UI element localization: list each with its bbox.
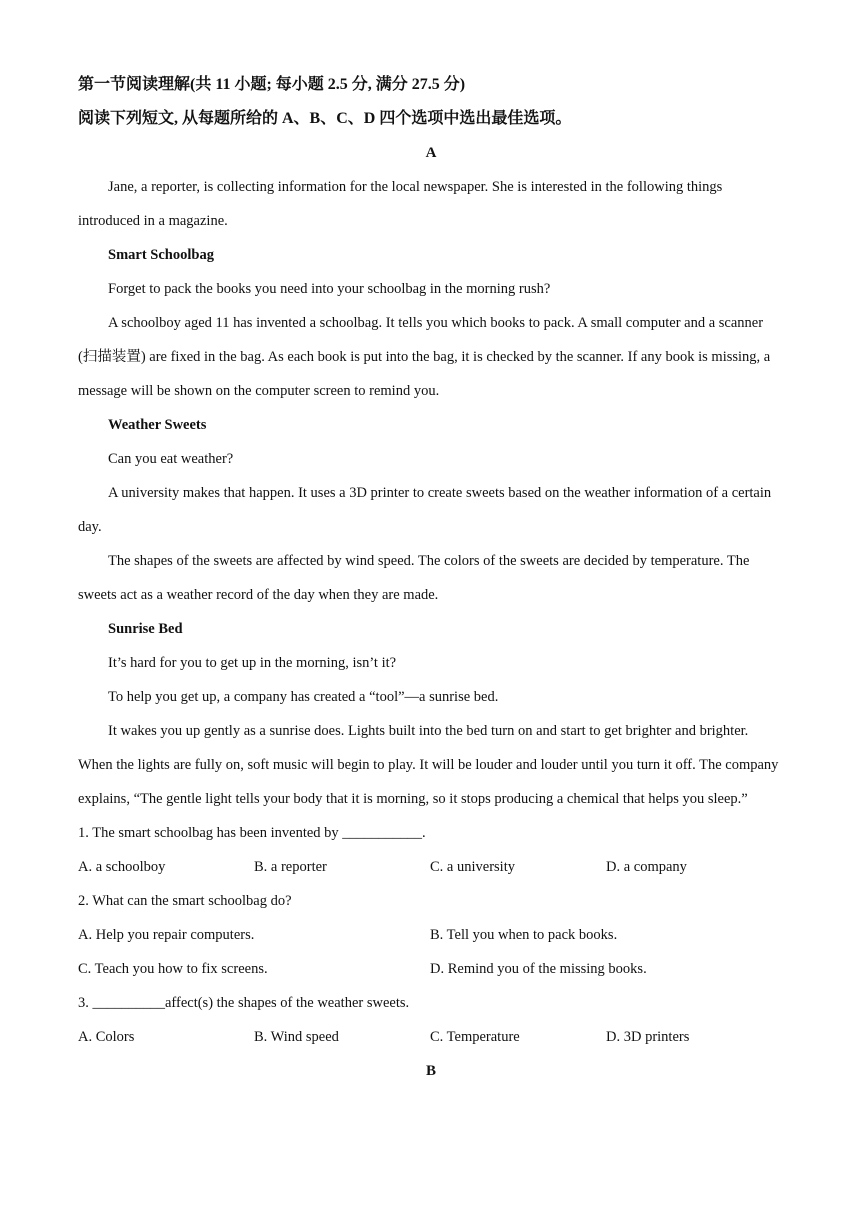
bed-paragraph-3: It wakes you up gently as a sunrise does. Lights built into the bed turn on and start to get brighter and brighter. When the lights are fully on, soft music will begin to play. It will be louder and louder until you turn it off. The company explains, “The gentle light tells your body that it is morning, so it stops producing a chemical that helps you sleep.” (78, 723, 779, 807)
question-3-option-a[interactable]: A. Colors (78, 1029, 135, 1045)
question-1-stem: 1. The smart schoolbag has been invented by ___________. (78, 825, 426, 841)
question-2-option-c[interactable]: C. Teach you how to fix screens. (78, 961, 268, 977)
question-3-option-d[interactable]: D. 3D printers (606, 1029, 690, 1045)
bed-paragraph-1: It’s hard for you to get up in the morning, isn’t it? (108, 655, 397, 671)
bed-paragraph-2: To help you get up, a company has created a “tool”—a sunrise bed. (108, 689, 499, 705)
instructions: 阅读下列短文, 从每题所给的 A、B、C、D 四个选项中选出最佳选项。 (78, 110, 572, 127)
question-1-options (78, 850, 784, 884)
schoolbag-paragraph-1: Forget to pack the books you need into your schoolbag in the morning rush? (108, 281, 551, 297)
bed-title: Sunrise Bed (108, 621, 183, 637)
question-2-stem: 2. What can the smart schoolbag do? (78, 893, 292, 909)
question-2-option-b[interactable]: B. Tell you when to pack books. (430, 927, 618, 943)
question-2-option-d[interactable]: D. Remind you of the missing books. (430, 961, 647, 977)
question-3-stem: 3. __________affect(s) the shapes of the weather sweets. (78, 995, 410, 1011)
question-2-options-row-2 (78, 952, 784, 986)
passage-b-label: B (425, 1063, 436, 1079)
sweets-paragraph-2: A university makes that happen. It uses a 3D printer to create sweets based on the weather information of a certain day. (78, 485, 772, 535)
question-1-option-c[interactable]: C. a university (430, 859, 515, 875)
question-3-options (78, 1020, 784, 1054)
exam-page (78, 68, 784, 1088)
section-title: 第一节阅读理解(共 11 小题; 每小题 2.5 分, 满分 27.5 分) (78, 76, 466, 93)
question-3-option-b[interactable]: B. Wind speed (254, 1029, 339, 1045)
sweets-paragraph-3: The shapes of the sweets are affected by wind speed. The colors of the sweets are decided by temperature. The sweets act as a weather record of the day when they are made. (78, 553, 750, 603)
sweets-title: Weather Sweets (108, 417, 207, 433)
schoolbag-paragraph-2: A schoolboy aged 11 has invented a schoolbag. It tells you which books to pack. A small computer and a scanner (扫描装置) are fixed in the bag. As each book is put into the bag, it is checked by the scanner. If any book is missing, a message will be shown on the computer screen to remind you. (78, 315, 771, 399)
question-1-option-a[interactable]: A. a schoolboy (78, 859, 166, 875)
passage-a-label: A (425, 145, 437, 161)
sweets-paragraph-1: Can you eat weather? (108, 451, 234, 467)
passage-a-intro: Jane, a reporter, is collecting information for the local newspaper. She is interested in the following things introduced in a magazine. (78, 179, 723, 229)
question-1-option-b[interactable]: B. a reporter (254, 859, 327, 875)
question-2-options-row-1 (78, 918, 784, 952)
question-2-option-a[interactable]: A. Help you repair computers. (78, 927, 255, 943)
question-3-option-c[interactable]: C. Temperature (430, 1029, 520, 1045)
question-1-option-d[interactable]: D. a company (606, 859, 687, 875)
schoolbag-title: Smart Schoolbag (108, 247, 214, 263)
